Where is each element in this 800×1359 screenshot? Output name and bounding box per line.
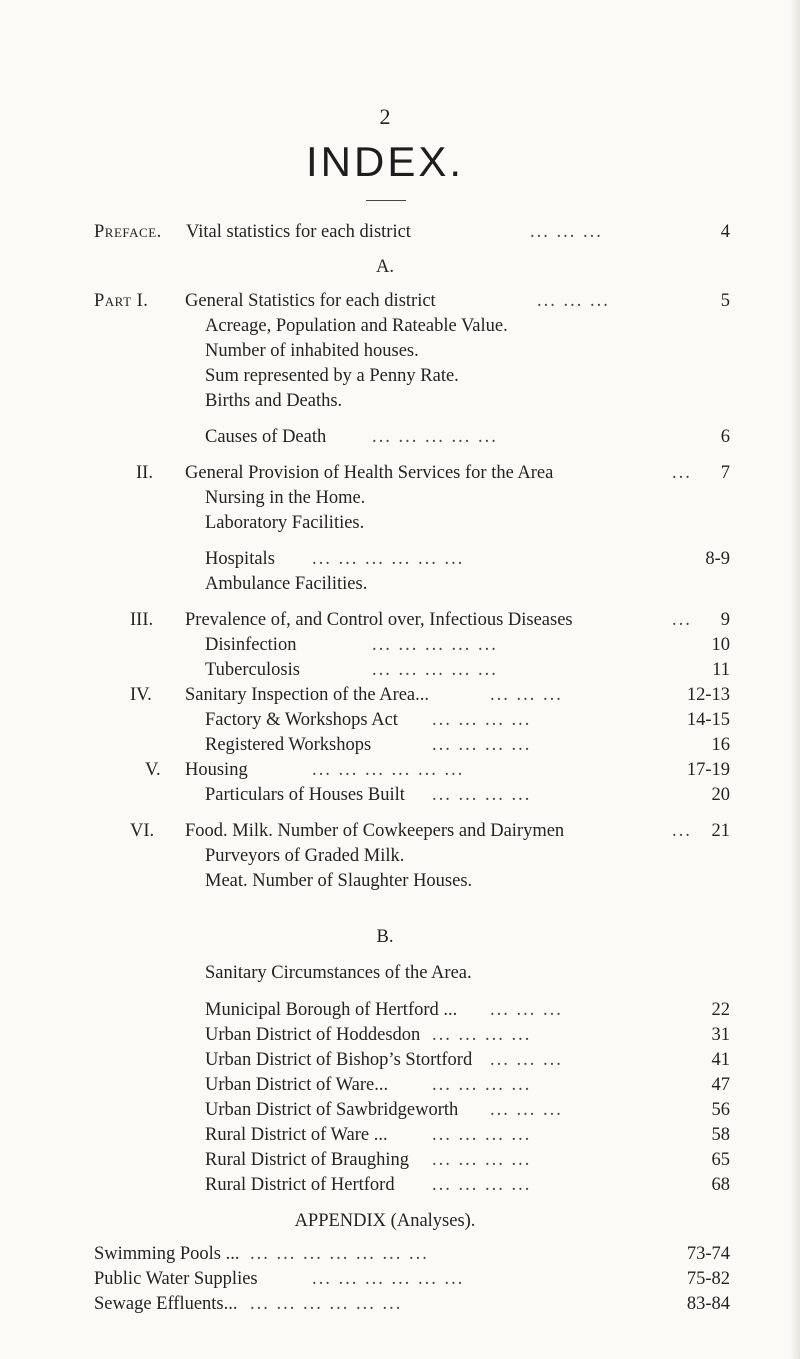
particulars-page: 20	[711, 785, 730, 805]
district-leader: ... ... ...	[490, 1050, 563, 1070]
preface-leader: ... ... ...	[530, 222, 603, 242]
part6-subentry: Purveyors of Graded Milk.	[205, 846, 405, 866]
hospitals-entry: Hospitals	[205, 549, 275, 569]
hospitals-leader: ... ... ... ... ... ...	[312, 549, 465, 569]
district-page: 47	[711, 1075, 730, 1095]
title-rule	[366, 200, 406, 201]
part3-page: 9	[720, 610, 730, 630]
district-page: 68	[711, 1175, 730, 1195]
causes-of-death-entry: Causes of Death	[205, 427, 327, 447]
appendix-entry: Public Water Supplies	[94, 1269, 258, 1289]
part6-leader: ...	[672, 821, 692, 841]
district-entry: Rural District of Ware ...	[205, 1125, 388, 1145]
appendix-entry: Swimming Pools ...	[94, 1244, 240, 1264]
page-number: 2	[379, 104, 391, 129]
disinfection-leader: ... ... ... ... ...	[372, 635, 498, 655]
section-b-heading: B.	[376, 927, 394, 947]
factory-page: 14-15	[686, 710, 730, 730]
section-b-subheading: Sanitary Circumstances of the Area.	[205, 963, 472, 983]
district-leader: ... ... ...	[490, 1000, 563, 1020]
registered-workshops-leader: ... ... ... ...	[432, 735, 532, 755]
district-page: 56	[711, 1100, 730, 1120]
preface-entry: Vital statistics for each district	[186, 222, 411, 242]
part4-page: 12-13	[686, 685, 730, 705]
part1-label: Part I.	[94, 291, 149, 311]
appendix-page: 73-74	[686, 1244, 730, 1264]
district-entry: Rural District of Braughing	[205, 1150, 409, 1170]
section-a-heading: A.	[376, 257, 394, 277]
district-leader: ... ... ... ...	[432, 1125, 532, 1145]
part1-page: 5	[720, 291, 730, 311]
causes-of-death-page: 6	[720, 427, 730, 447]
registered-workshops-page: 16	[711, 735, 730, 755]
appendix-entry: Sewage Effluents...	[94, 1294, 238, 1314]
appendix-heading: APPENDIX (Analyses).	[294, 1211, 476, 1231]
registered-workshops-entry: Registered Workshops	[205, 735, 372, 755]
part2-label: II.	[136, 463, 153, 483]
district-page: 31	[711, 1025, 730, 1045]
part1-entry: General Statistics for each district	[185, 291, 436, 311]
tuberculosis-page: 11	[712, 660, 730, 680]
part2-page: 7	[720, 463, 730, 483]
part2-entry: General Provision of Health Services for the Area	[185, 463, 554, 483]
district-leader: ... ... ... ...	[432, 1075, 532, 1095]
appendix-page: 83-84	[686, 1294, 730, 1314]
part1-subentry: Acreage, Population and Rateable Value.	[205, 316, 508, 336]
part2-leader: ...	[672, 463, 692, 483]
causes-of-death-leader: ... ... ... ... ...	[372, 427, 498, 447]
part3-leader: ...	[672, 610, 692, 630]
part1-subentry: Sum represented by a Penny Rate.	[205, 366, 459, 386]
disinfection-entry: Disinfection	[205, 635, 297, 655]
part3-label: III.	[130, 610, 154, 630]
part2-subentry: Laboratory Facilities.	[205, 513, 365, 533]
appendix-page: 75-82	[686, 1269, 730, 1289]
appendix-leader: ... ... ... ... ... ... ...	[250, 1244, 429, 1264]
district-entry: Urban District of Bishop’s Stortford	[205, 1050, 473, 1070]
ambulance-entry: Ambulance Facilities.	[205, 574, 368, 594]
part6-subentry: Meat. Number of Slaughter Houses.	[205, 871, 473, 891]
district-page: 22	[711, 1000, 730, 1020]
part6-page: 21	[711, 821, 730, 841]
district-entry: Urban District of Sawbridgeworth	[205, 1100, 459, 1120]
page-title: INDEX.	[305, 138, 465, 185]
part4-label: IV.	[130, 685, 152, 705]
district-entry: Municipal Borough of Hertford ...	[205, 1000, 458, 1020]
district-leader: ... ... ... ...	[432, 1175, 532, 1195]
part4-entry: Sanitary Inspection of the Area...	[185, 685, 430, 705]
factory-entry: Factory & Workshops Act	[205, 710, 398, 730]
part2-subentry: Nursing in the Home.	[205, 488, 366, 508]
part5-entry: Housing	[185, 760, 248, 780]
part1-subentry: Number of inhabited houses.	[205, 341, 419, 361]
part5-page: 17-19	[686, 760, 730, 780]
part3-entry: Prevalence of, and Control over, Infectious Diseases	[185, 610, 573, 630]
district-entry: Urban District of Hoddesdon	[205, 1025, 421, 1045]
part6-entry: Food. Milk. Number of Cowkeepers and Dairymen	[185, 821, 565, 841]
district-leader: ... ... ... ...	[432, 1025, 532, 1045]
district-leader: ... ... ...	[490, 1100, 563, 1120]
district-entry: Rural District of Hertford	[205, 1175, 395, 1195]
appendix-leader: ... ... ... ... ... ...	[250, 1294, 403, 1314]
particulars-entry: Particulars of Houses Built	[205, 785, 405, 805]
district-page: 41	[711, 1050, 730, 1070]
factory-leader: ... ... ... ...	[432, 710, 532, 730]
district-entry: Urban District of Ware...	[205, 1075, 389, 1095]
part1-subentry: Births and Deaths.	[205, 391, 343, 411]
part6-label: VI.	[130, 821, 155, 841]
tuberculosis-leader: ... ... ... ... ...	[372, 660, 498, 680]
preface-label: Preface.	[94, 222, 162, 242]
hospitals-page: 8-9	[705, 549, 730, 569]
page-edge-shadow	[790, 0, 800, 1359]
part5-label: V.	[145, 760, 161, 780]
appendix-leader: ... ... ... ... ... ...	[312, 1269, 465, 1289]
district-page: 65	[711, 1150, 730, 1170]
tuberculosis-entry: Tuberculosis	[205, 660, 300, 680]
part1-leader: ... ... ...	[537, 291, 610, 311]
part5-leader: ... ... ... ... ... ...	[312, 760, 465, 780]
preface-page: 4	[720, 222, 730, 242]
part4-leader: ... ... ...	[490, 685, 563, 705]
particulars-leader: ... ... ... ...	[432, 785, 532, 805]
disinfection-page: 10	[711, 635, 730, 655]
district-leader: ... ... ... ...	[432, 1150, 532, 1170]
district-page: 58	[711, 1125, 730, 1145]
